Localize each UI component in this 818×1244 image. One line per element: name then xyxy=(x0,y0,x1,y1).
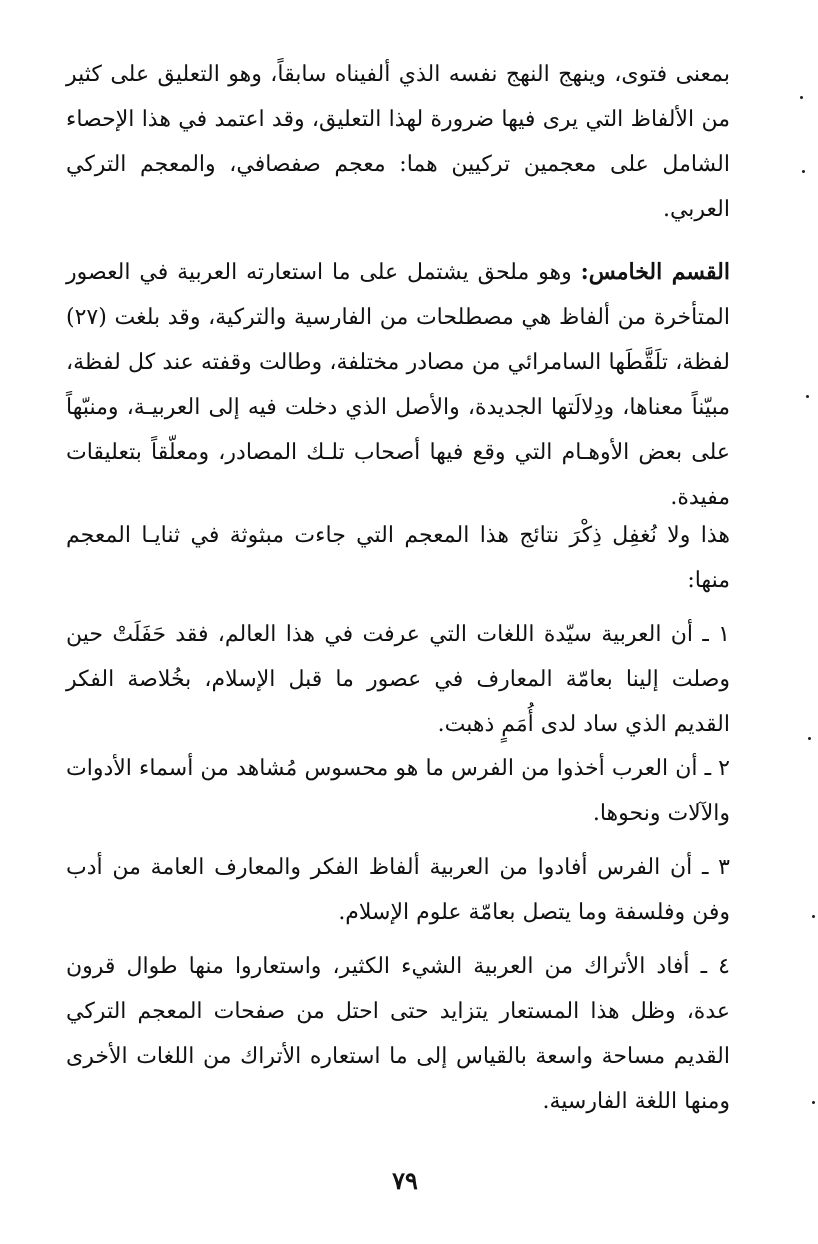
paragraph-text: هذا ولا نُغفِل ذِكْرَ نتائج هذا المعجم التي جاءت مبثوثة في ثنايـا المعجم منها: xyxy=(66,523,730,593)
list-item-result-3 xyxy=(66,845,730,935)
paragraph-section-five xyxy=(66,250,730,520)
scan-speck xyxy=(808,737,811,740)
paragraph-text: بمعنى فتوى، وينهج النهج نفسه الذي ألفيناه سابقاً، وهو التعليق على كثير من الألفاظ التي يرى فيها ضرورة لهذا التعليق، وقد اعتمد في هذا الإحصاء الشامل على معجمين تركيين هما: معجم صفصافي، والمعجم التركي العربي. xyxy=(66,62,730,222)
paragraph-results-intro xyxy=(66,513,730,603)
scan-speck xyxy=(812,915,815,918)
paragraph-dictionary-sources xyxy=(66,52,730,232)
scan-speck xyxy=(800,96,803,99)
list-item-result-4 xyxy=(66,944,730,1124)
paragraph-text: وهو ملحق يشتمل على ما استعارته العربية في العصور المتأخرة من ألفاظ هي مصطلحات من الفارسية والتركية، وقد بلغت (٢٧) لفظة، تلَقَّطَها السامرائي من مصادر مختلفة، وطالت وقفته عند كل لفظة، مبيّناً معناها، ودِلالَتها الجديدة، والأصل الذي دخلت فيه إلى العربيـة، ومنبّهاً على بعض الأوهـام التي وقع فيها أصحاب تلـك المصادر، ومعلّقاً بتعليقات مفيدة. xyxy=(66,260,730,510)
scan-speck xyxy=(806,395,809,398)
scan-speck xyxy=(802,170,805,173)
list-item-text: ٢ ـ أن العرب أخذوا من الفرس ما هو محسوس مُشاهد من أسماء الأدوات والآلات ونحوها. xyxy=(66,756,730,826)
paragraph-text-container xyxy=(66,250,730,520)
list-item-result-1 xyxy=(66,612,730,747)
list-item-result-2 xyxy=(66,746,730,836)
list-item-text: ٣ ـ أن الفرس أفادوا من العربية ألفاظ الفكر والمعارف العامة من أدب وفن وفلسفة وما يتصل بعامّة علوم الإسلام. xyxy=(66,855,730,925)
page-number: ٧٩ xyxy=(392,1166,418,1195)
scan-speck xyxy=(812,1101,815,1104)
section-heading: القسم الخامس: xyxy=(580,259,731,285)
list-item-text: ١ ـ أن العربية سيّدة اللغات التي عرفت في هذا العالم، فقد حَفَلَتْ حين وصلت إلينا بعامّة المعارف في عصور ما قبل الإسلام، بخُلاصة الفكر القديم الذي ساد لدى أُمَمٍ ذهبت. xyxy=(66,622,730,737)
list-item-text: ٤ ـ أفاد الأتراك من العربية الشيء الكثير، واستعاروا منها طوال قرون عدة، وظل هذا المستعار يتزايد حتى احتل من صفحات المعجم التركي القديم مساحة واسعة بالقياس إلى ما استعاره الأتراك من اللغات الأخرى ومنها اللغة الفارسية. xyxy=(66,954,730,1114)
